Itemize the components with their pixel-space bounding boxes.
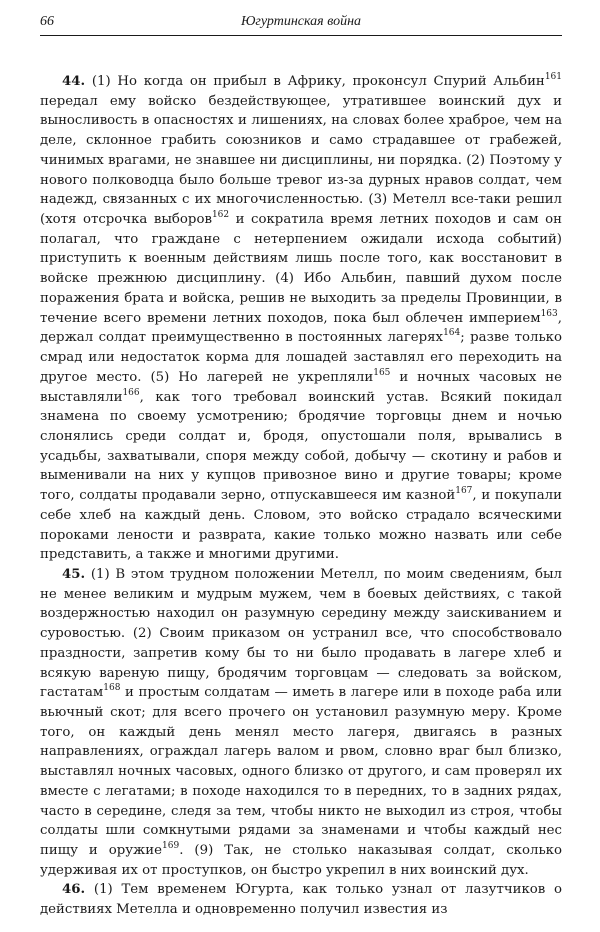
chapter-number: 44. bbox=[62, 74, 86, 89]
text-run: и простым солдатам — иметь в лагере или в походе раба или вьючный скот; для всего прочего он установил разумную меру. Кроме того, он каждый день менял место лагеря, двигаясь в разных направлениях, ограждал лагерь валом и рвом, словно враг был близко, выставлял ночных часовых, одного близко от другого, и сам проверял их вместе с легатами; в походе находился то в передних, то в задних рядах, часто в середине, следя за тем, чтобы никто не выходил из строя, чтобы солдаты шли сомкнутыми рядами за знаменами и чтобы каждый нес пищу и оружие bbox=[40, 685, 562, 859]
section-number: (9) bbox=[194, 843, 214, 859]
page-number: 66 bbox=[40, 14, 54, 29]
section-number: (5) bbox=[150, 369, 170, 385]
section-number: (4) bbox=[275, 271, 294, 287]
footnote-ref: 162 bbox=[211, 210, 230, 221]
chapter-number: 46. bbox=[62, 882, 86, 898]
text-run: Поэтому у нового полководца было больше тревог из-за дурных нравов солдат, чем надежд, связанных с их многочисленностью. bbox=[40, 152, 562, 208]
text-run: . bbox=[179, 843, 195, 859]
footnote-ref: 166 bbox=[122, 387, 140, 398]
text-run: и ночных часовых не выставляли bbox=[40, 369, 562, 405]
footnote-ref: 167 bbox=[455, 486, 473, 497]
section-number: (1) bbox=[93, 882, 113, 898]
running-head bbox=[40, 0, 562, 36]
text-run: Так, не столько наказывая солдат, сколько удерживая их от проступков, он быстро укрепил в них воинский дух. bbox=[40, 843, 562, 878]
section-number: (2) bbox=[466, 152, 486, 168]
text-run: В этом трудном положении Метелл, по моим сведениям, был не менее великим и мудрым мужем, чем в боевых действиях, с такой воздержностью находил он разумную середину между заискиванием и суровостью. bbox=[40, 566, 562, 642]
footnote-ref: 169 bbox=[162, 841, 180, 852]
text-run: передал ему войско бездействующее, утратившее воинский дух и выносливость в опасностях и лишениях, на словах более храброе, чем на деле, склонное грабить союзников и само страдавшее от грабежей, чинимых врагами, не знавшее ни дисциплины, ни порядка. bbox=[40, 93, 562, 168]
chapter-paragraph bbox=[40, 880, 562, 919]
text-run: Тем временем Югурта, как только узнал от лазутчиков о действиях Метелла и одновременно получил известия из bbox=[40, 882, 562, 918]
body-text bbox=[40, 72, 562, 920]
section-number: (1) bbox=[90, 566, 110, 582]
text-run: ; разве только смрад или недостаток корма для лошадей заставлял его переходить на другое место. bbox=[40, 330, 562, 385]
section-number: (2) bbox=[132, 626, 152, 642]
footnote-ref: 165 bbox=[373, 367, 391, 378]
chapter-paragraph bbox=[40, 72, 562, 565]
text-run: Но лагерей не укрепляли bbox=[169, 369, 374, 385]
section-number: (3) bbox=[368, 192, 388, 208]
running-title: Югуртинская война bbox=[240, 14, 362, 29]
section-number: (1) bbox=[91, 74, 111, 89]
text-run: Но когда он прибыл в Африку, проконсул Спурий Альбин bbox=[110, 74, 545, 89]
text-run: , и покупали себе хлеб на каждый день. Словом, это войско страдало всяческими пороками лености и разврата, какие только можно назвать или себе представить, а также и многими другими. bbox=[40, 488, 562, 563]
text-run: Ибо Альбин, павший духом после поражения брата и войска, решив не выходить за пределы Провинции, в течение всего времени летних походов, пока был облечен империем bbox=[40, 271, 562, 326]
footnote-ref: 163 bbox=[540, 308, 558, 319]
footnote-ref: 168 bbox=[103, 683, 121, 694]
chapter-number: 45. bbox=[62, 566, 86, 582]
text-run: , как того требовал воинский устав. Всякий покидал знамена по своему усмотрению; бродячие торговцы днем и ночью слонялись среди солдат и, бродя, опустошали поля, врывались в усадьбы, захватывали, споря между собой, добычу — скотину и рабов и выменивали на них у купцов привозное вино и другие товары; кроме того, солдаты продавали зерно, отпускавшееся им казной bbox=[40, 389, 562, 504]
text-run: Метелл все-таки решил (хотя отсрочка выборов bbox=[40, 192, 562, 228]
text-run: , держал солдат преимущественно в постоянных лагерях bbox=[40, 310, 562, 346]
footnote-ref: 161 bbox=[544, 72, 562, 82]
footnote-ref: 164 bbox=[443, 328, 461, 339]
text-run: и сократила время летних походов и сам он полагал, что граждане с нетерпением ожидали исхода событий) приступить к военным действиям лишь после того, как восстановит в войске прежнюю дисциплину. bbox=[40, 212, 563, 287]
header-rule bbox=[40, 35, 562, 36]
chapter-paragraph bbox=[40, 565, 562, 881]
text-run: Своим приказом он устранил все, что способствовало праздности, запретив кому бы то ни было продавать в лагере хлеб и всякую вареную пищу, бродячим торговцам — следовать за войском, гастатам bbox=[40, 626, 562, 701]
